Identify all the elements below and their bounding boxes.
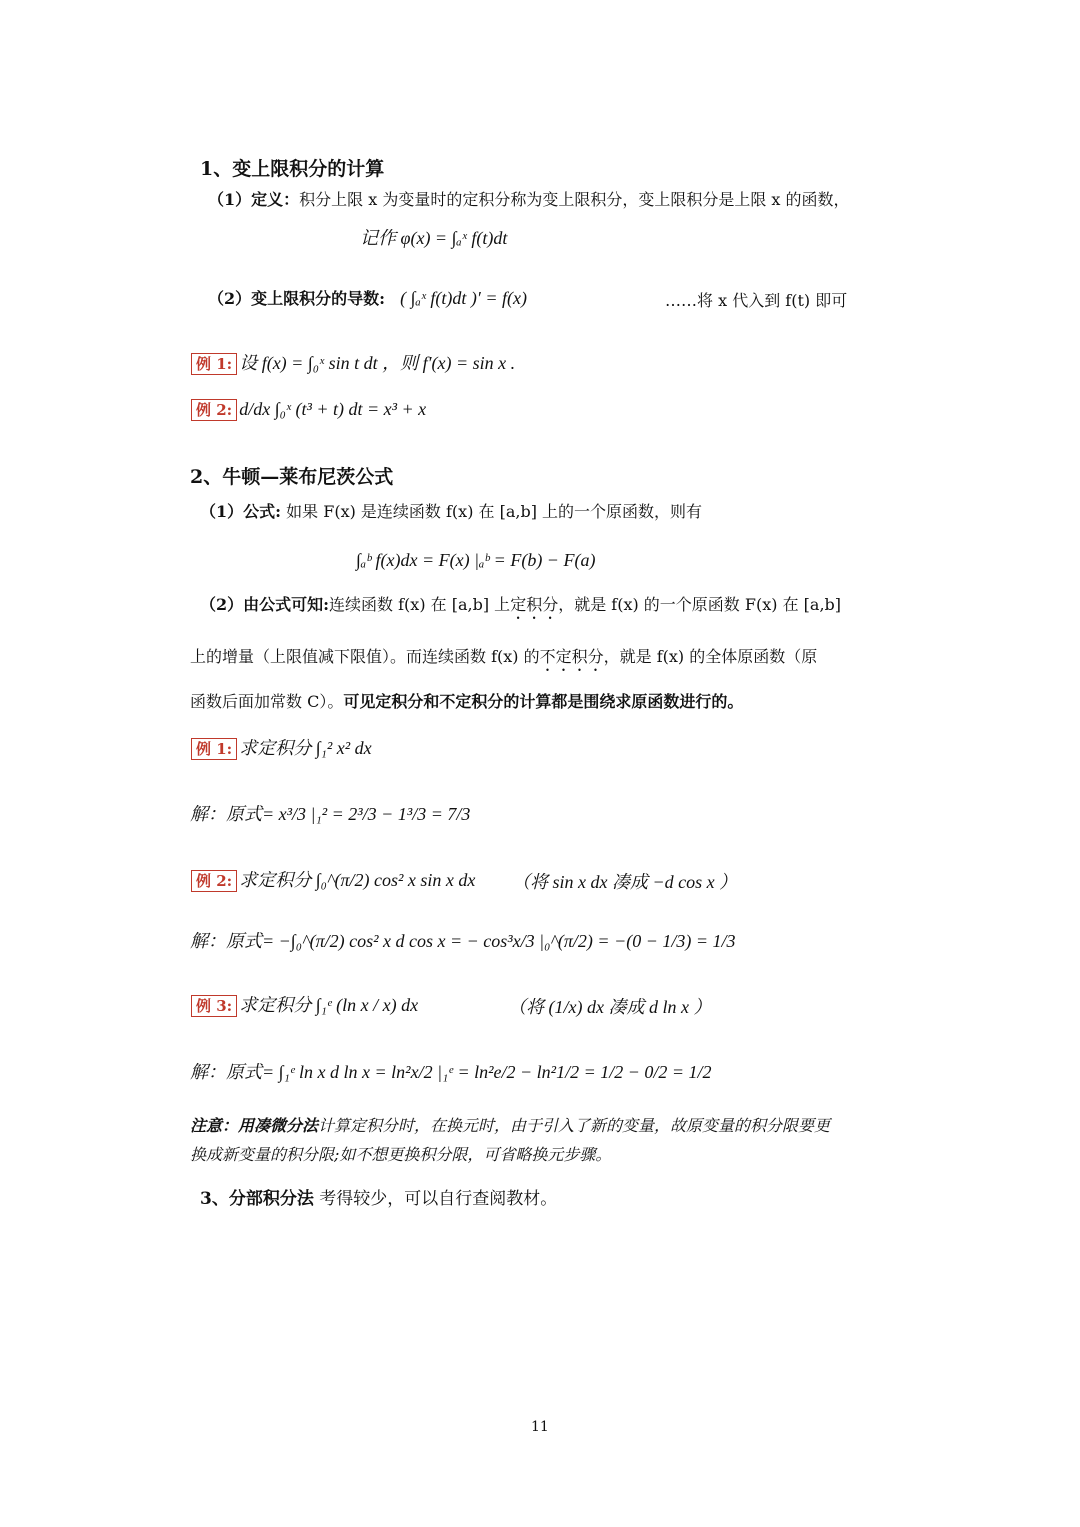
example-text: d/dx ∫₀ˣ (t³ + t) dt = x³ + x	[239, 399, 427, 419]
known-text: ，就是 f(x) 的一个原函数 F(x) 在 [a,b]	[558, 595, 842, 614]
section2-title: 2、牛顿—莱布尼茨公式	[190, 466, 394, 488]
example-badge: 例 2:	[191, 870, 237, 892]
s1-example1	[191, 349, 515, 375]
example-badge: 例 3:	[191, 995, 237, 1017]
newton-leibniz-formula: ∫ₐᵇ f(x)dx = F(x) |ₐᵇ = F(b) − F(a)	[356, 550, 596, 570]
example-text: 求定积分 ∫₁ᵉ (ln x / x) dx	[239, 995, 419, 1015]
derivative-line	[208, 286, 527, 309]
note-line2: 换成新变量的积分限;如不想更换积分限，可省略换元步骤。	[190, 1145, 612, 1164]
section3-title: 3、分部积分法	[200, 1189, 314, 1209]
note-line1	[190, 1113, 830, 1136]
section1-title: 1、变上限积分的计算	[200, 158, 385, 180]
s2-example3-solution: 解：原式= ∫₁ᵉ ln x d ln x = ln²x/2 |₁ᵉ = ln²e/2 − ln²1/2 = 1/2 − 0/2 = 1/2	[190, 1062, 712, 1082]
example-text: 设 f(x) = ∫₀ˣ sin t dt ，则 f′(x) = sin x .	[239, 353, 516, 373]
example-text: 求定积分 ∫₀^(π/2) cos² x sin x dx	[239, 870, 476, 890]
emphasis-definite-integral: 定积分	[510, 595, 559, 614]
definition-line	[208, 187, 850, 210]
s2-example3-hint: （将 (1/x) dx 凑成 d ln x ）	[508, 997, 712, 1017]
example-text: 求定积分 ∫₁² x² dx	[239, 738, 372, 758]
known-text: 上的增量（上限值减下限值）。而连续函数 f(x) 的	[190, 647, 540, 666]
derivative-hint: ……将 x 代入到 f(t) 即可	[665, 291, 848, 310]
section3-line	[200, 1184, 557, 1209]
s2-example2	[191, 866, 475, 892]
section3-text: 考得较少，可以自行查阅教材。	[313, 1189, 558, 1209]
example-badge: 例 1:	[191, 353, 237, 375]
page-number: 11	[531, 1419, 549, 1435]
example-badge: 例 2:	[191, 399, 237, 421]
formula-label: （1）公式:	[200, 502, 282, 521]
note-text: 计算定积分时，在换元时，由于引入了新的变量，故原变量的积分限要更	[318, 1116, 831, 1135]
s2-example1	[191, 734, 372, 760]
known-text: ，就是 f(x) 的全体原函数（原	[603, 647, 818, 666]
definition-label: （1）定义：	[208, 190, 300, 209]
definition-formula: 记作 φ(x) = ∫ₐˣ f(t)dt	[360, 228, 508, 248]
nl-formula-line	[200, 499, 702, 522]
note-label: 注意：用凑微分法	[190, 1116, 319, 1135]
known-text: 函数后面加常数 C）。	[190, 692, 344, 711]
example-badge: 例 1:	[191, 738, 237, 760]
s2-example3	[191, 991, 418, 1017]
known-text: 连续函数 f(x) 在 [a,b] 上	[329, 595, 511, 614]
definition-text: 积分上限 x 为变量时的定积分称为变上限积分，变上限积分是上限 x 的函数，	[299, 190, 850, 209]
s2-example2-hint: （将 sin x dx 凑成 −d cos x ）	[512, 872, 738, 892]
s2-example2-solution: 解：原式= −∫₀^(π/2) cos² x d cos x = − cos³x/3 |₀^(π/2) = −(0 − 1/3) = 1/3	[190, 931, 736, 951]
known-label: （2）由公式可知:	[200, 595, 330, 614]
known-line3	[190, 689, 743, 712]
s2-example1-solution: 解：原式= x³/3 |₁² = 2³/3 − 1³/3 = 7/3	[190, 804, 471, 824]
conclusion-text: 可见定积分和不定积分的计算都是围绕求原函数进行的。	[343, 692, 744, 711]
derivative-formula: ( ∫ₐˣ f(t)dt )′ = f(x)	[400, 288, 527, 308]
known-line2	[190, 644, 817, 675]
known-line1	[200, 592, 841, 623]
s1-example2	[191, 399, 426, 421]
emphasis-indefinite-integral: 不定积分	[539, 647, 604, 666]
formula-text: 如果 F(x) 是连续函数 f(x) 在 [a,b] 上的一个原函数，则有	[286, 502, 703, 521]
derivative-label: （2）变上限积分的导数:	[208, 289, 386, 308]
